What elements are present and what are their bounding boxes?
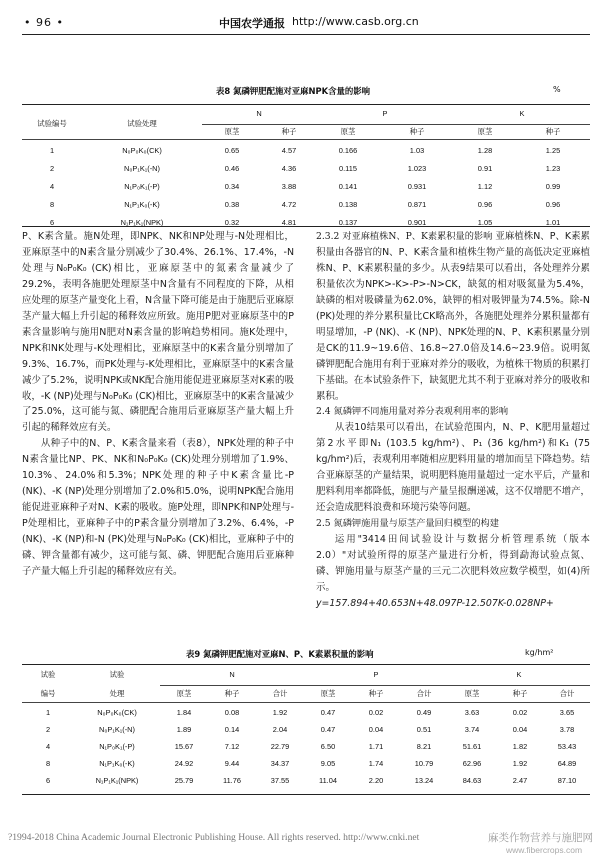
table9-bottom-rule bbox=[22, 794, 590, 795]
table9-cell: 87.10 bbox=[557, 776, 577, 785]
table9-subcol: 合计 bbox=[272, 689, 288, 698]
table9-cell: 9.05 bbox=[320, 759, 336, 768]
table9-cell: 11.04 bbox=[319, 776, 337, 785]
table9-cell: 1.89 bbox=[176, 725, 192, 734]
table8-cell: 4 bbox=[49, 181, 55, 191]
table9-cell: 25.79 bbox=[174, 776, 194, 785]
table9-cell: 51.61 bbox=[462, 742, 482, 751]
table9-cell: 34.37 bbox=[270, 759, 290, 768]
table9-cell: 0.02 bbox=[368, 708, 384, 717]
table8-cell: 0.901 bbox=[407, 217, 427, 227]
table9-group-p: P bbox=[304, 664, 448, 685]
table9-cell: 84.63 bbox=[462, 776, 482, 785]
table9-subcol: 原茎 bbox=[320, 689, 336, 698]
table8-cell: 0.931 bbox=[407, 181, 427, 191]
journal-url[interactable]: http://www.casb.org.cn bbox=[292, 15, 419, 28]
table8-cell: 0.115 bbox=[339, 163, 357, 173]
table9-cell: 8.21 bbox=[416, 742, 432, 751]
left-paragraph-2: 从种子中的N、P、K素含量来看（表8），NPK处理的种子中N素含量比NP、PK、NK和N₀P₀K₀ (CK)处理分别增加了1.9%、10.3%、24.0%和5.3%；NPK处理的种子中K素含量比-P (NK)、-K (NP)处理分别增加了2.0%和5.0%，说明NPK配合施用能促进亚麻种子对N、K素的吸收。施P处理，即NPK和NP处理与-P处理相比，亚麻种子中的P素含量分别增加了3.2%、6.4%，-P (NK)、-K (NP)和-N (PK)处理与N₀P₀K₀ (CK)相比，亚麻种子中的磷、钾含量都有减少，这可能与氮、磷、钾肥配合施用后亚麻种子产量大幅上升引起的稀释效应有关。 bbox=[22, 438, 294, 578]
table9-subcol: 种子 bbox=[368, 689, 384, 698]
table9-cell: 24.92 bbox=[174, 759, 194, 768]
journal-title: 中国农学通报 bbox=[219, 17, 285, 30]
table8-cell: 1.28 bbox=[477, 145, 493, 155]
table8-cell: 0.138 bbox=[338, 199, 358, 209]
table8-cell: 0.65 bbox=[224, 145, 240, 155]
table9 bbox=[22, 664, 590, 789]
table9-cell: 0.14 bbox=[224, 725, 240, 734]
table8-cell: 2 bbox=[49, 163, 55, 173]
section-2-5-text: 运用"3414田间试验设计与数据分析管理系统（版本2.0）"对试验所得的原茎产量进行分析，得到勐海试验点氮、磷、钾施用量与原茎产量的三元二次肥料效应数学模型，如(4)所示。 bbox=[316, 534, 590, 593]
table9-subcol: 原茎 bbox=[176, 689, 192, 698]
table8-cell: 0.96 bbox=[477, 199, 493, 209]
table-row bbox=[22, 177, 590, 195]
table9-cell: 2.20 bbox=[368, 776, 384, 785]
right-column bbox=[316, 229, 590, 612]
table9-group-row bbox=[22, 664, 590, 685]
table8-cell: 1.23 bbox=[545, 163, 561, 173]
table8-cell: N₁P₁K₀(-K) bbox=[124, 199, 160, 209]
table8-group-k: K bbox=[454, 104, 590, 124]
watermark-url: www.fibercrops.com bbox=[506, 845, 583, 855]
table9-subcol: 种子 bbox=[224, 689, 240, 698]
table-row bbox=[22, 141, 590, 159]
table8 bbox=[22, 104, 590, 231]
table8-cell: 1.12 bbox=[477, 181, 493, 191]
table8-cell: 0.46 bbox=[224, 163, 240, 173]
table9-cell: 1.84 bbox=[176, 708, 192, 717]
table8-subcol: 原茎 bbox=[224, 127, 240, 136]
table9-col-trial: 试验 bbox=[40, 670, 56, 679]
table-row bbox=[22, 721, 590, 738]
watermark-text: 麻类作物营养与施肥网 bbox=[488, 832, 593, 844]
table9-col-trial: 编号 bbox=[40, 688, 56, 698]
table8-cell: 1.01 bbox=[545, 217, 561, 227]
table8-caption: 表8 氮磷钾肥配施对亚麻NPK含量的影响 bbox=[216, 86, 371, 96]
table9-cell: 0.04 bbox=[512, 725, 528, 734]
table8-cell: 0.32 bbox=[224, 217, 240, 227]
table8-subcol: 种子 bbox=[409, 127, 425, 136]
table8-cell: 0.38 bbox=[224, 199, 240, 209]
section-2-4-heading: 2.4 氮磷钾不同施用量对养分表观利用率的影响 bbox=[316, 406, 509, 418]
table-row bbox=[22, 195, 590, 213]
table9-cell: 13.24 bbox=[414, 776, 434, 785]
table9-unit: kg/hm² bbox=[525, 648, 554, 657]
table8-cell: 1.25 bbox=[545, 145, 561, 155]
section-2-4-text: 从表10结果可以看出，在试验范围内，N、P、K肥用量超过第2水平即N₁ (103.5 kg/hm²)、P₁ (36 kg/hm²)和K₁ (75 kg/hm²)后，表观利用率随相应肥料用量的增加而呈下降趋势。结合亚麻原茎的产量结果，说明肥料施用量超过一定水平后，产量和肥料利用率都降低，施肥与产量呈报酬递减，这不仅增肥不增产，还会造成肥料浪费和环境污染等问题。 bbox=[316, 422, 590, 514]
regression-equation: y=157.894+40.653N+48.097P-12.507K-0.028NP+ bbox=[316, 597, 554, 609]
table9-cell: 2 bbox=[45, 725, 51, 734]
table-row bbox=[22, 772, 590, 789]
section-2-5-heading: 2.5 氮磷钾施用量与原茎产量回归模型的构建 bbox=[316, 518, 499, 530]
table9-cell: 0.51 bbox=[416, 725, 432, 734]
table8-cell: 1.03 bbox=[409, 145, 425, 155]
table9-cell: 0.47 bbox=[320, 725, 336, 734]
table8-cell: 4.81 bbox=[281, 217, 297, 227]
table9-cell: N₁P₀K₁(-P) bbox=[99, 742, 135, 751]
table8-cell: N₁P₁K₁(NPK) bbox=[120, 217, 164, 227]
table9-cell: 0.02 bbox=[512, 708, 528, 717]
table9-subcol: 合计 bbox=[559, 689, 575, 698]
table8-subcol: 种子 bbox=[545, 127, 561, 136]
table9-caption: 表9 氮磷钾肥配施对亚麻N、P、K素累积量的影响 bbox=[186, 649, 374, 659]
table9-cell: N₁P₁K₁(NPK) bbox=[95, 776, 139, 785]
table9-cell: N₁P₁K₀(-K) bbox=[99, 759, 135, 768]
table9-group-k: K bbox=[448, 664, 590, 685]
table9-cell: 3.78 bbox=[559, 725, 575, 734]
table8-cell: 0.871 bbox=[407, 199, 427, 209]
table8-cell: 0.96 bbox=[545, 199, 561, 209]
table8-cell: 0.141 bbox=[338, 181, 358, 191]
table8-cell: 4.36 bbox=[281, 163, 297, 173]
table9-subcol: 合计 bbox=[416, 689, 432, 698]
table9-cell: 3.65 bbox=[559, 708, 575, 717]
table9-cell: 4 bbox=[45, 742, 51, 751]
table8-subcol: 原茎 bbox=[477, 127, 493, 136]
left-column bbox=[22, 229, 294, 580]
table8-cell: N₁P₀K₁(-P) bbox=[124, 181, 160, 191]
table9-cell: 6 bbox=[45, 776, 51, 785]
table9-cell: 0.49 bbox=[416, 708, 432, 717]
table9-cell: 11.76 bbox=[223, 776, 241, 785]
table9-cell: 8 bbox=[45, 759, 51, 768]
table9-cell: 1 bbox=[45, 708, 51, 717]
table9-cell: 37.55 bbox=[270, 776, 290, 785]
table9-cell: 2.47 bbox=[512, 776, 528, 785]
table9-subcol: 原茎 bbox=[464, 689, 480, 698]
header-rule bbox=[22, 34, 590, 35]
table8-cell: 0.166 bbox=[338, 145, 358, 155]
table9-cell: 10.79 bbox=[414, 759, 434, 768]
table9-cell: 0.08 bbox=[224, 708, 240, 717]
table9-cell: 0.04 bbox=[368, 725, 384, 734]
table8-cell: 0.34 bbox=[224, 181, 240, 191]
table9-cell: 1.71 bbox=[368, 742, 384, 751]
table9-cell: 1.82 bbox=[512, 742, 528, 751]
table-row bbox=[22, 704, 590, 721]
table9-cell: 7.12 bbox=[224, 742, 240, 751]
table9-cell: 6.50 bbox=[320, 742, 336, 751]
table8-unit: % bbox=[553, 85, 561, 94]
table9-subcol: 种子 bbox=[512, 689, 528, 698]
table9-cell: 64.89 bbox=[557, 759, 577, 768]
table9-cell: 22.79 bbox=[270, 742, 290, 751]
table9-header-row bbox=[22, 685, 590, 702]
table8-cell: 0.99 bbox=[545, 181, 561, 191]
table8-cell: 3.88 bbox=[281, 181, 297, 191]
table8-bottom-rule bbox=[22, 226, 590, 227]
table9-cell: N₀P₀K₀(CK) bbox=[97, 708, 137, 717]
table8-cell: 0.91 bbox=[477, 163, 493, 173]
copyright-footer: ?1994-2018 China Academic Journal Electronic Publishing House. All rights reserved. http://www.cnki.net bbox=[8, 832, 420, 843]
table-row bbox=[22, 159, 590, 177]
table8-cell: 0.137 bbox=[338, 217, 358, 227]
table8-col-trial: 试验编号 bbox=[37, 118, 67, 128]
section-2-3-2-text: 亚麻植株N、P、K素累积量由各器官的N、P、K素含量和植株生物产量的高低决定亚麻植株N、P、K素累积量的多少。从表9结果可以看出，各处理养分累积量依次为NPK>-K>-P>-N>CK，缺氮的相对吸氮量为5.4%，缺磷的相对吸磷量为62.0%，缺钾的相对吸钾量为74.5%。除-N (PK)处理的养分累积量比CK略高外，各施肥处理养分累积量都有明显增加，-P (NK)、-K (NP)、NPK处理的N、P、K素积累量分别是CK的11.9~19.6倍、16.8~27.0倍及14.6~23.9倍。说明氮磷钾肥配合施用有利于亚麻对养分的吸收，为植株干物质的积累打下基础。在本试验条件下，缺氮肥尤其不利于亚麻对养分的吸收和累积。 bbox=[316, 231, 590, 402]
table9-col-treat: 处理 bbox=[109, 688, 125, 698]
table9-cell: 1.92 bbox=[512, 759, 528, 768]
left-paragraph-1: P、K素含量。施N处理，即NPK、NK和NP处理与-N处理相比，亚麻原茎中的N素含量分别减少了30.4%、26.1%、17.4%，-N处理与N₀P₀K₀ (CK)相比，亚麻原茎中的氮素含量减少了29.2%，表明各施肥处理原茎中N含量有不同程度的下降，从相应处理的原茎产量变化上看，N含量下降可能是由于施肥后亚麻原茎产量大幅上升引起的稀释效应所致。施用P肥对亚麻原茎中的P素含量影响与施用N肥对N素含量的影响趋势相同。施K处理中，NPK和NK处理与-K处理相比，亚麻原茎中的K素含量分别增加了9.3%、16.7%，而PK处理与-K处理相比，亚麻原茎中的K素含量减少了5.2%，说明NPK或NK配合施用能促进亚麻原茎对K素的吸收，-K (NP)处理与N₀P₀K₀ (CK)相比，亚麻原茎中的K素含量减少了25.0%，这可能与氮、磷肥配合施用后亚麻原茎产量大幅上升引起的稀释效应有关。 bbox=[22, 231, 294, 434]
table8-cell: 4.57 bbox=[281, 145, 297, 155]
table9-cell: 1.92 bbox=[272, 708, 288, 717]
table8-col-treat: 试验处理 bbox=[127, 118, 157, 128]
table8-cell: N₀P₁K₁(-N) bbox=[124, 163, 160, 173]
table9-cell: 53.43 bbox=[557, 742, 577, 751]
table8-group-n: N bbox=[202, 104, 316, 124]
table9-cell: 62.96 bbox=[462, 759, 482, 768]
table8-cell: 8 bbox=[49, 199, 55, 209]
table9-cell: 0.47 bbox=[320, 708, 336, 717]
table8-group-p: P bbox=[316, 104, 454, 124]
table8-subcol: 种子 bbox=[281, 127, 297, 136]
table9-cell: N₀P₁K₁(-N) bbox=[99, 725, 135, 734]
table8-cell: N₀P₀K₀(CK) bbox=[122, 145, 162, 155]
table8-cell: 1.05 bbox=[477, 217, 493, 227]
table8-cell: 1.023 bbox=[407, 163, 427, 173]
table-row bbox=[22, 738, 590, 755]
page-number: • 96 • bbox=[24, 16, 64, 29]
table8-subcol: 原茎 bbox=[340, 127, 356, 136]
table9-cell: 3.63 bbox=[464, 708, 480, 717]
table-row bbox=[22, 755, 590, 772]
table8-cell: 4.72 bbox=[281, 199, 297, 209]
table9-cell: 15.67 bbox=[174, 742, 194, 751]
table9-cell: 2.04 bbox=[272, 725, 288, 734]
table9-col-treat: 试验 bbox=[109, 670, 125, 679]
table9-cell: 3.74 bbox=[464, 725, 480, 734]
table9-cell: 1.74 bbox=[368, 759, 384, 768]
table9-group-n: N bbox=[160, 664, 304, 685]
table8-cell: 6 bbox=[49, 217, 55, 227]
table8-cell: 1 bbox=[49, 145, 55, 155]
table8-header-row bbox=[22, 124, 590, 139]
section-2-3-2-heading: 2.3.2 对亚麻植株N、P、K素累积量的影响 bbox=[316, 231, 493, 242]
table9-cell: 9.44 bbox=[224, 759, 240, 768]
